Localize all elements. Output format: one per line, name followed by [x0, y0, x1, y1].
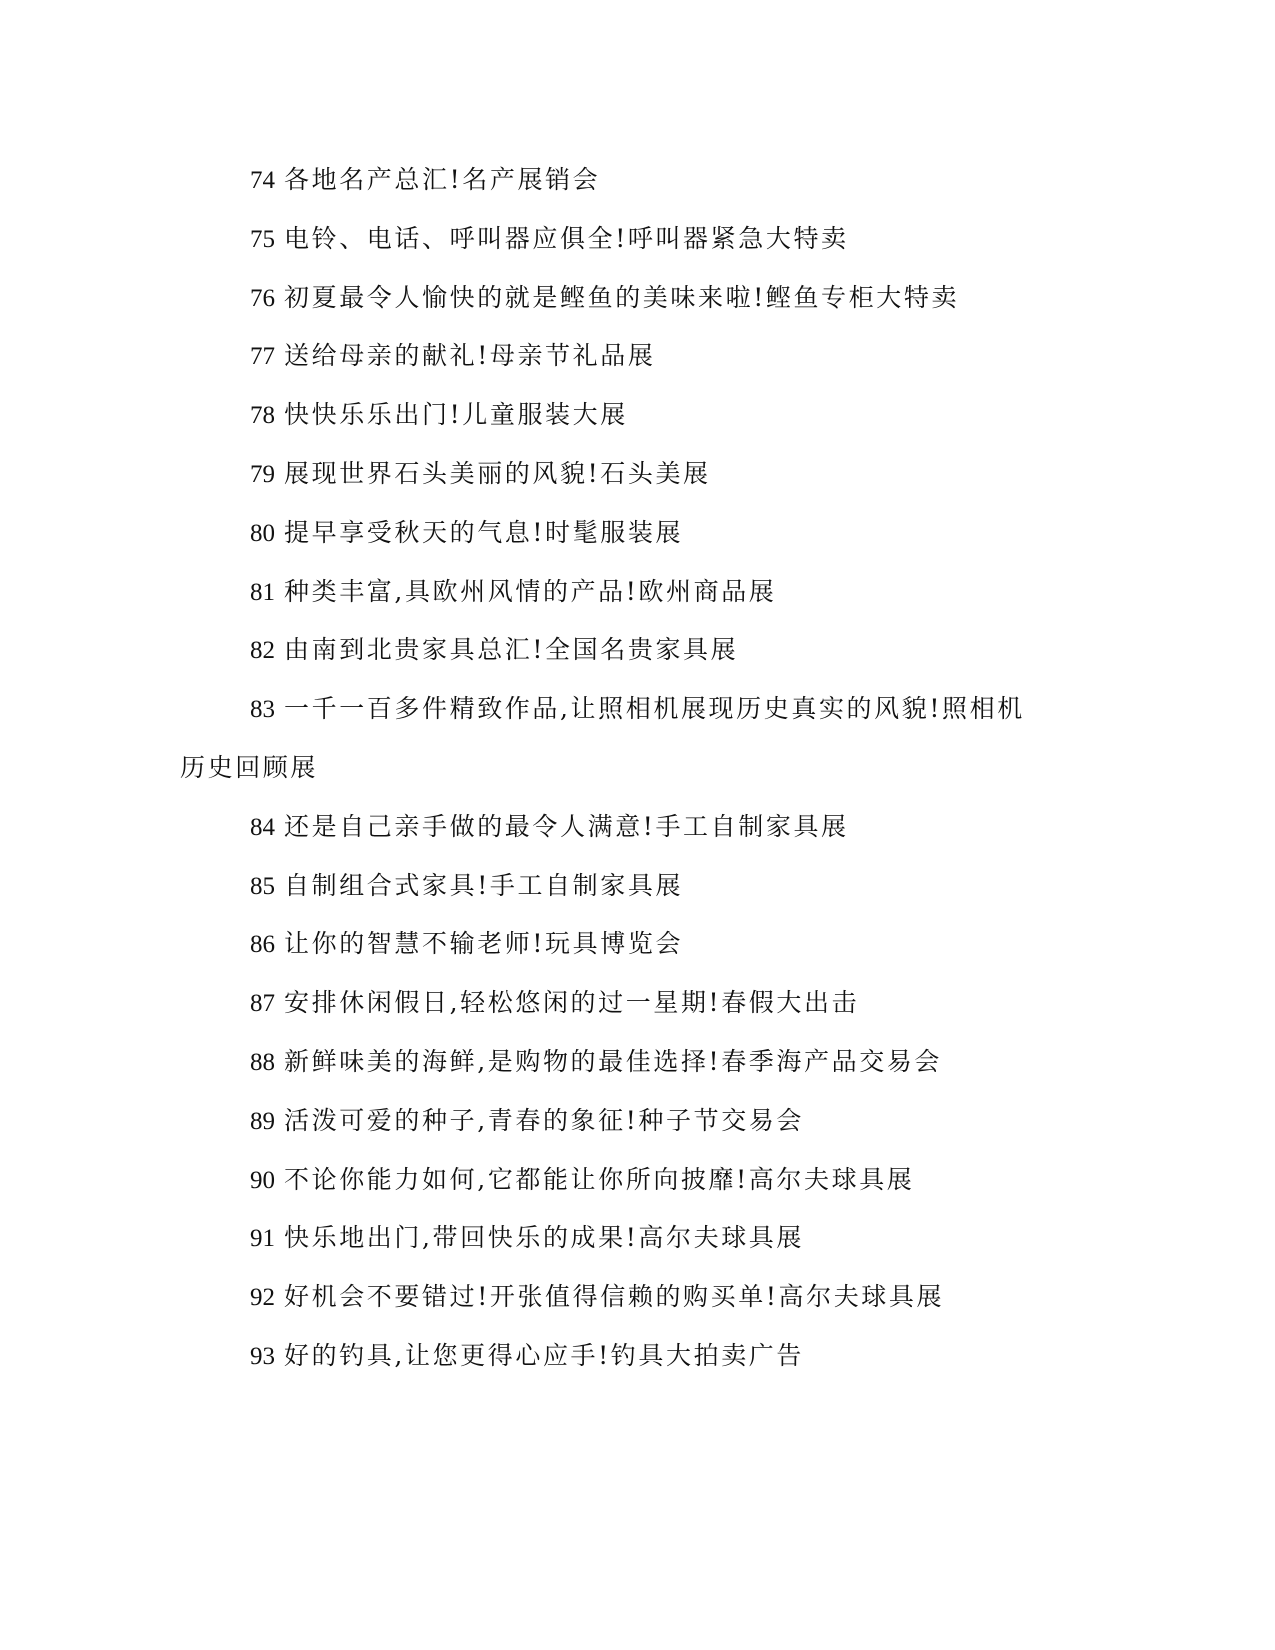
item-text: 快乐地出门,带回快乐的成果!高尔夫球具展	[284, 1223, 804, 1253]
item-text: 好的钓具,让您更得心应手!钓具大拍卖广告	[284, 1340, 804, 1370]
list-item	[0, 327, 1275, 386]
item-number: 87	[250, 990, 275, 1018]
item-text: 初夏最令人愉快的就是鲣鱼的美味来啦!鲣鱼专柜大特卖	[284, 282, 960, 312]
item-number: 75	[250, 225, 275, 253]
list-item	[0, 445, 1275, 504]
list-item	[0, 1268, 1275, 1327]
item-number: 82	[250, 637, 275, 665]
item-text: 让你的智慧不输老师!玩具博览会	[284, 929, 684, 959]
item-text-continuation: 历史回顾展	[180, 752, 319, 782]
list-item	[0, 680, 1275, 739]
item-text: 新鲜味美的海鲜,是购物的最佳选择!春季海产品交易会	[284, 1046, 942, 1076]
item-number: 85	[250, 872, 275, 900]
item-text: 由南到北贵家具总汇!全国名贵家具展	[284, 635, 739, 665]
list-item	[0, 563, 1275, 622]
item-number: 76	[250, 284, 275, 312]
list-item-continuation	[0, 739, 1275, 798]
list-item	[0, 504, 1275, 563]
item-number: 79	[250, 460, 275, 488]
list-item	[0, 1209, 1275, 1268]
list-item	[0, 915, 1275, 974]
item-text: 种类丰富,具欧州风情的产品!欧州商品展	[284, 576, 777, 606]
item-number: 86	[250, 931, 275, 959]
list-item	[0, 386, 1275, 445]
list-item	[0, 1033, 1275, 1092]
item-number: 89	[250, 1107, 275, 1135]
list-item	[0, 1092, 1275, 1151]
list-item	[0, 151, 1275, 210]
list-item	[0, 974, 1275, 1033]
item-number: 83	[250, 696, 275, 724]
item-text: 还是自己亲手做的最令人满意!手工自制家具展	[284, 811, 849, 841]
item-text: 快快乐乐出门!儿童服装大展	[284, 400, 628, 430]
item-text: 提早享受秋天的气息!时髦服装展	[284, 517, 684, 547]
list-item	[0, 269, 1275, 328]
item-text: 电铃、电话、呼叫器应俱全!呼叫器紧急大特卖	[284, 223, 849, 253]
item-number: 74	[250, 167, 275, 194]
item-number: 90	[250, 1166, 275, 1194]
item-text: 各地名产总汇!名产展销会	[284, 165, 601, 194]
list-item	[0, 1151, 1275, 1210]
item-number: 84	[250, 813, 275, 841]
item-number: 93	[250, 1342, 275, 1370]
item-text: 不论你能力如何,它都能让你所向披靡!高尔夫球具展	[284, 1164, 915, 1194]
list-item	[0, 1327, 1275, 1386]
item-number: 88	[250, 1048, 275, 1076]
item-number: 78	[250, 402, 275, 430]
item-text: 活泼可爱的种子,青春的象征!种子节交易会	[284, 1105, 804, 1135]
list-item	[0, 210, 1275, 269]
item-number: 91	[250, 1225, 275, 1253]
item-number: 81	[250, 578, 275, 606]
list-item	[0, 857, 1275, 916]
item-text: 一千一百多件精致作品,让照相机展现历史真实的风貌!照相机	[284, 694, 1025, 724]
item-text: 送给母亲的献礼!母亲节礼品展	[284, 341, 656, 371]
item-number: 77	[250, 343, 275, 371]
document-page	[0, 151, 1275, 1386]
list-item	[0, 798, 1275, 857]
item-text: 展现世界石头美丽的风貌!石头美展	[284, 458, 711, 488]
item-text: 安排休闲假日,轻松悠闲的过一星期!春假大出击	[284, 988, 860, 1018]
item-text: 好机会不要错过!开张值得信赖的购买单!高尔夫球具展	[284, 1282, 945, 1312]
item-number: 80	[250, 519, 275, 547]
list-item	[0, 621, 1275, 680]
item-number: 92	[250, 1284, 275, 1312]
item-text: 自制组合式家具!手工自制家具展	[284, 870, 684, 900]
